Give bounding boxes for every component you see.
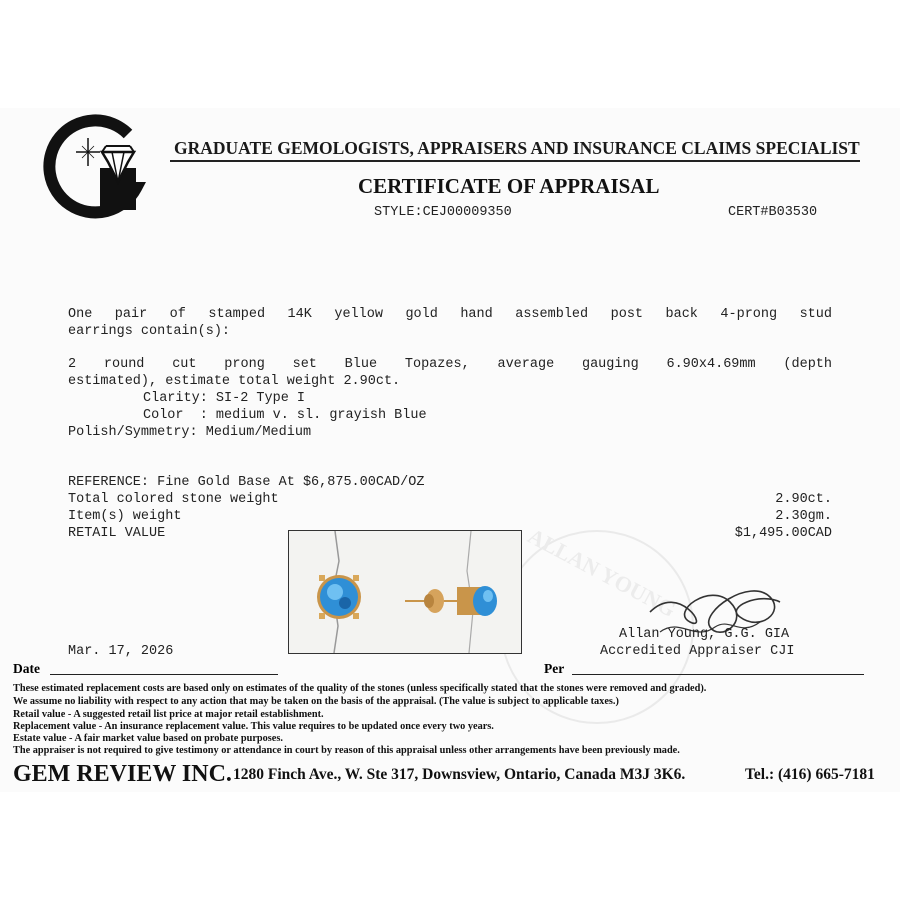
description-line-2: earrings contain(s): [68,324,231,339]
disclaimer-line: These estimated replacement costs are based only on estimates of the quality of the stones (unless specifically stated that the stones were removed and graded). [13,683,707,694]
description-line-3: 2 round cut prong set Blue Topazes, average gauging 6.90x4.69mm (depth [68,357,832,372]
footer-phone: Tel.: (416) 665-7181 [745,766,875,783]
footer-company: GEM REVIEW INC. [13,761,232,787]
description-line-4: estimated), estimate total weight 2.90ct. [68,374,401,389]
company-logo-icon [40,112,160,222]
disclaimer-line: Estate value - A fair market value based on probate purposes. [13,733,283,744]
value-label: Item(s) weight [68,509,182,524]
org-line: GRADUATE GEMOLOGISTS, APPRAISERS AND INSURANCE CLAIMS SPECIALIST [174,138,860,158]
per-label: Per [544,661,565,676]
appraiser-title: Accredited Appraiser CJI [600,644,795,659]
earrings-image [289,531,521,653]
header-rule [170,160,860,162]
disclaimer-line: We assume no liability with respect to any action that may be taken on the basis of the appraisal. (The value is subject to applicable taxes.) [13,696,619,707]
certificate-title: CERTIFICATE OF APPRAISAL [358,174,660,198]
value-amount: 2.90ct. [775,492,832,507]
color-line: Color : medium v. sl. grayish Blue [143,408,427,423]
disclaimer-line: Retail value - A suggested retail list price at major retail establishment. [13,709,324,720]
disclaimer-line: Replacement value - An insurance replacement value. This value requires to be updated once every two years. [13,721,494,732]
reference-line: REFERENCE: Fine Gold Base At $6,875.00CAD/OZ [68,475,425,490]
seal-text: ALLAN YOUNG [523,523,681,622]
value-amount: 2.30gm. [775,509,832,524]
footer-address: 1280 Finch Ave., W. Ste 317, Downsview, Ontario, Canada M3J 3K6. [233,766,686,783]
appraisal-date: Mar. 17, 2026 [68,644,174,659]
per-underline [572,674,864,675]
appraiser-name: Allan Young, G.G. GIA [619,627,790,642]
date-label: Date [13,661,40,676]
disclaimer-line: The appraiser is not required to give testimony or attendance in court by reason of this appraisal unless other arrangements have been previously made. [13,745,680,756]
polish-line: Polish/Symmetry: Medium/Medium [68,425,312,440]
value-label: Total colored stone weight [68,492,279,507]
description-line-1: One pair of stamped 14K yellow gold hand assembled post back 4-prong stud [68,307,832,322]
clarity-line: Clarity: SI-2 Type I [143,391,306,406]
date-underline [50,674,278,675]
value-row [68,492,832,507]
value-row [68,509,832,524]
value-label: RETAIL VALUE [68,526,166,541]
style-number: STYLE:CEJ00009350 [374,205,512,220]
earrings-photo [288,530,522,654]
value-amount: $1,495.00CAD [734,526,832,541]
cert-number: CERT#B03530 [728,205,818,220]
